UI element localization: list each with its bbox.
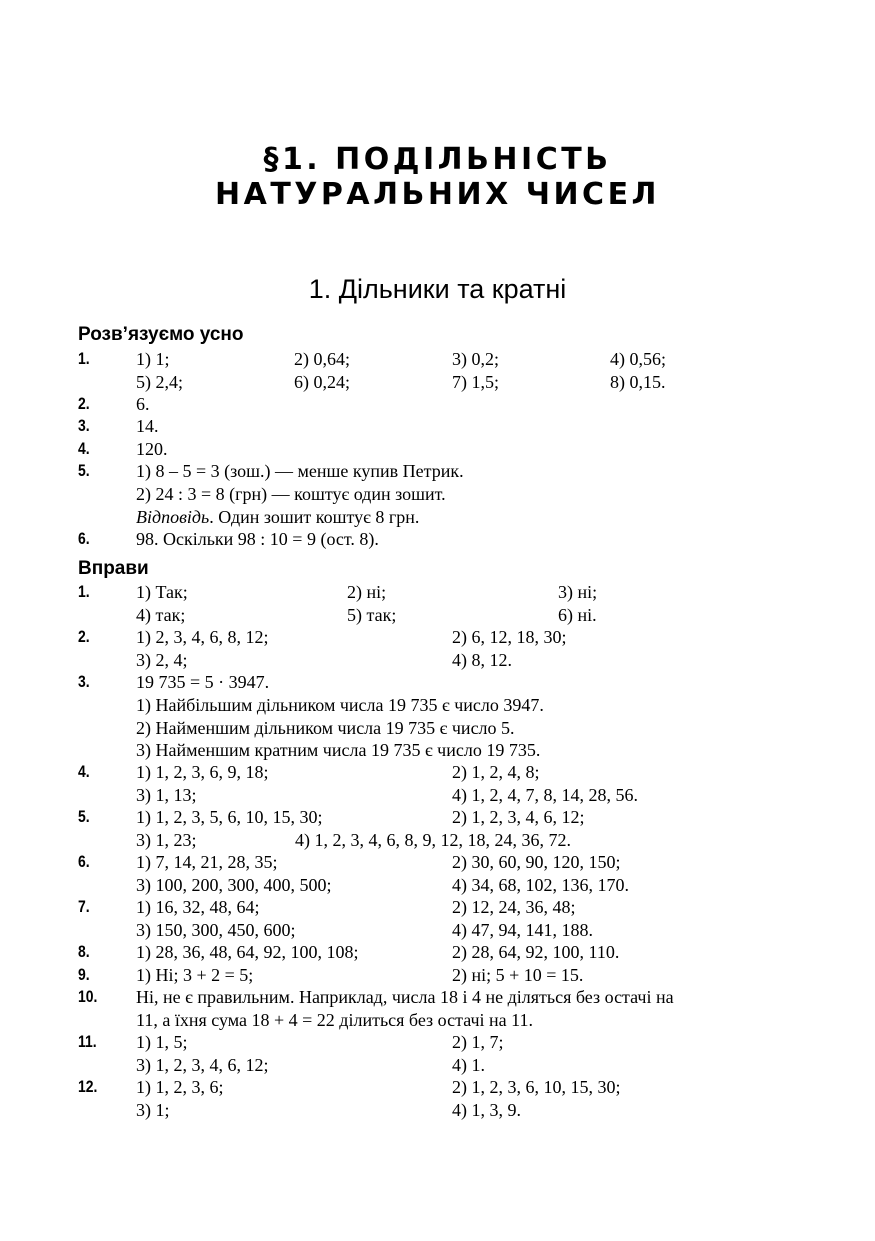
oral-6-number: 6. xyxy=(78,529,90,548)
ex-12-part-2: 2) 1, 2, 3, 6, 10, 15, 30; xyxy=(452,1077,621,1097)
oral-heading: Розв’язуємо усно xyxy=(78,324,244,345)
ex-1-part-5: 5) так; xyxy=(347,605,397,625)
oral-1-part-4: 4) 0,56; xyxy=(610,349,666,369)
ex-9-part-1: 1) Ні; 3 + 2 = 5; xyxy=(136,965,254,985)
ex-8-part-2: 2) 28, 64, 92, 100, 110. xyxy=(452,942,620,962)
ex-7-number: 7. xyxy=(78,897,90,916)
section-title: 1. Дільники та кратні xyxy=(308,274,567,304)
oral-5-line-2: 2) 24 : 3 = 8 (грн) — коштує один зошит. xyxy=(136,484,446,504)
oral-1-part-3: 3) 0,2; xyxy=(452,349,499,369)
oral-1-part-8: 8) 0,15. xyxy=(610,372,666,392)
oral-6-answer: 98. Оскільки 98 : 10 = 9 (ост. 8). xyxy=(136,529,379,549)
ex-1-part-1: 1) Так; xyxy=(136,582,188,602)
oral-5-answer xyxy=(136,506,419,528)
ex-5-part-3: 3) 1, 23; xyxy=(136,830,197,850)
chapter-title-line-2: НАТУРАЛЬНИХ ЧИСЕЛ xyxy=(215,177,660,212)
ex-12-part-1: 1) 1, 2, 3, 6; xyxy=(136,1077,224,1097)
ex-9-part-2: 2) ні; 5 + 10 = 15. xyxy=(452,965,584,985)
ex-11-part-4: 4) 1. xyxy=(452,1055,485,1075)
oral-1-part-6: 6) 0,24; xyxy=(294,372,350,392)
ex-11-part-1: 1) 1, 5; xyxy=(136,1032,188,1052)
answer-text: . Один зошит коштує 8 грн. xyxy=(209,507,420,527)
ex-12-number: 12. xyxy=(78,1077,98,1096)
ex-6-part-2: 2) 30, 60, 90, 120, 150; xyxy=(452,852,621,872)
ex-3-number: 3. xyxy=(78,672,90,691)
oral-4-number: 4. xyxy=(78,439,90,458)
ex-1-number: 1. xyxy=(78,582,90,601)
oral-3-number: 3. xyxy=(78,416,90,435)
ex-7-part-3: 3) 150, 300, 450, 600; xyxy=(136,920,296,940)
ex-3-line-3: 2) Найменшим дільником числа 19 735 є число 5. xyxy=(136,718,515,738)
ex-6-part-1: 1) 7, 14, 21, 28, 35; xyxy=(136,852,278,872)
ex-5-part-1: 1) 1, 2, 3, 5, 6, 10, 15, 30; xyxy=(136,807,323,827)
ex-6-part-4: 4) 34, 68, 102, 136, 170. xyxy=(452,875,629,895)
ex-5-part-2: 2) 1, 2, 3, 4, 6, 12; xyxy=(452,807,585,827)
ex-1-part-4: 4) так; xyxy=(136,605,186,625)
ex-9-number: 9. xyxy=(78,965,90,984)
ex-7-part-1: 1) 16, 32, 48, 64; xyxy=(136,897,260,917)
ex-1-part-6: 6) ні. xyxy=(558,605,597,625)
ex-11-part-2: 2) 1, 7; xyxy=(452,1032,504,1052)
ex-12-part-3: 3) 1; xyxy=(136,1100,170,1120)
ex-4-number: 4. xyxy=(78,762,90,781)
ex-10-line-2: 11, а їхня сума 18 + 4 = 22 ділиться без остачі на 11. xyxy=(136,1010,533,1030)
oral-2-answer: 6. xyxy=(136,394,150,414)
ex-2-number: 2. xyxy=(78,627,90,646)
ex-2-part-1: 1) 2, 3, 4, 6, 8, 12; xyxy=(136,627,269,647)
oral-2-number: 2. xyxy=(78,394,90,413)
ex-5-number: 5. xyxy=(78,807,90,826)
answer-label: Відповідь xyxy=(136,507,210,527)
ex-6-part-3: 3) 100, 200, 300, 400, 500; xyxy=(136,875,332,895)
ex-1-part-3: 3) ні; xyxy=(558,582,598,602)
ex-4-part-1: 1) 1, 2, 3, 6, 9, 18; xyxy=(136,762,269,782)
ex-5-part-4: 4) 1, 2, 3, 4, 6, 8, 9, 12, 18, 24, 36, 72. xyxy=(295,830,571,850)
oral-5-number: 5. xyxy=(78,461,90,480)
ex-12-part-4: 4) 1, 3, 9. xyxy=(452,1100,521,1120)
oral-1-number: 1. xyxy=(78,349,90,368)
ex-3-line-2: 1) Найбільшим дільником числа 19 735 є число 3947. xyxy=(136,695,544,715)
ex-8-number: 8. xyxy=(78,942,90,961)
ex-4-part-3: 3) 1, 13; xyxy=(136,785,197,805)
ex-4-part-2: 2) 1, 2, 4, 8; xyxy=(452,762,540,782)
oral-1-part-7: 7) 1,5; xyxy=(452,372,499,392)
exercises-heading: Вправи xyxy=(78,558,149,579)
ex-1-part-2: 2) ні; xyxy=(347,582,387,602)
ex-10-line-1: Ні, не є правильним. Наприклад, числа 18 і 4 не діляться без остачі на xyxy=(136,987,674,1007)
ex-10-number: 10. xyxy=(78,987,98,1006)
ex-3-line-4: 3) Найменшим кратним числа 19 735 є число 19 735. xyxy=(136,740,541,760)
ex-3-line-1: 19 735 = 5 · 3947. xyxy=(136,672,270,692)
ex-11-part-3: 3) 1, 2, 3, 4, 6, 12; xyxy=(136,1055,269,1075)
chapter-title-line-1: §1. ПОДІЛЬНІСТЬ xyxy=(263,142,612,177)
ex-7-part-2: 2) 12, 24, 36, 48; xyxy=(452,897,576,917)
ex-2-part-3: 3) 2, 4; xyxy=(136,650,188,670)
ex-2-part-2: 2) 6, 12, 18, 30; xyxy=(452,627,567,647)
oral-5-line-1: 1) 8 – 5 = 3 (зош.) — менше купив Петрик. xyxy=(136,461,464,481)
oral-3-answer: 14. xyxy=(136,416,159,436)
oral-1-part-5: 5) 2,4; xyxy=(136,372,183,392)
ex-7-part-4: 4) 47, 94, 141, 188. xyxy=(452,920,593,940)
ex-2-part-4: 4) 8, 12. xyxy=(452,650,512,670)
oral-4-answer: 120. xyxy=(136,439,168,459)
ex-11-number: 11. xyxy=(78,1032,97,1051)
ex-8-part-1: 1) 28, 36, 48, 64, 92, 100, 108; xyxy=(136,942,359,962)
ex-6-number: 6. xyxy=(78,852,90,871)
oral-1-part-1: 1) 1; xyxy=(136,349,170,369)
ex-4-part-4: 4) 1, 2, 4, 7, 8, 14, 28, 56. xyxy=(452,785,638,805)
oral-1-part-2: 2) 0,64; xyxy=(294,349,350,369)
